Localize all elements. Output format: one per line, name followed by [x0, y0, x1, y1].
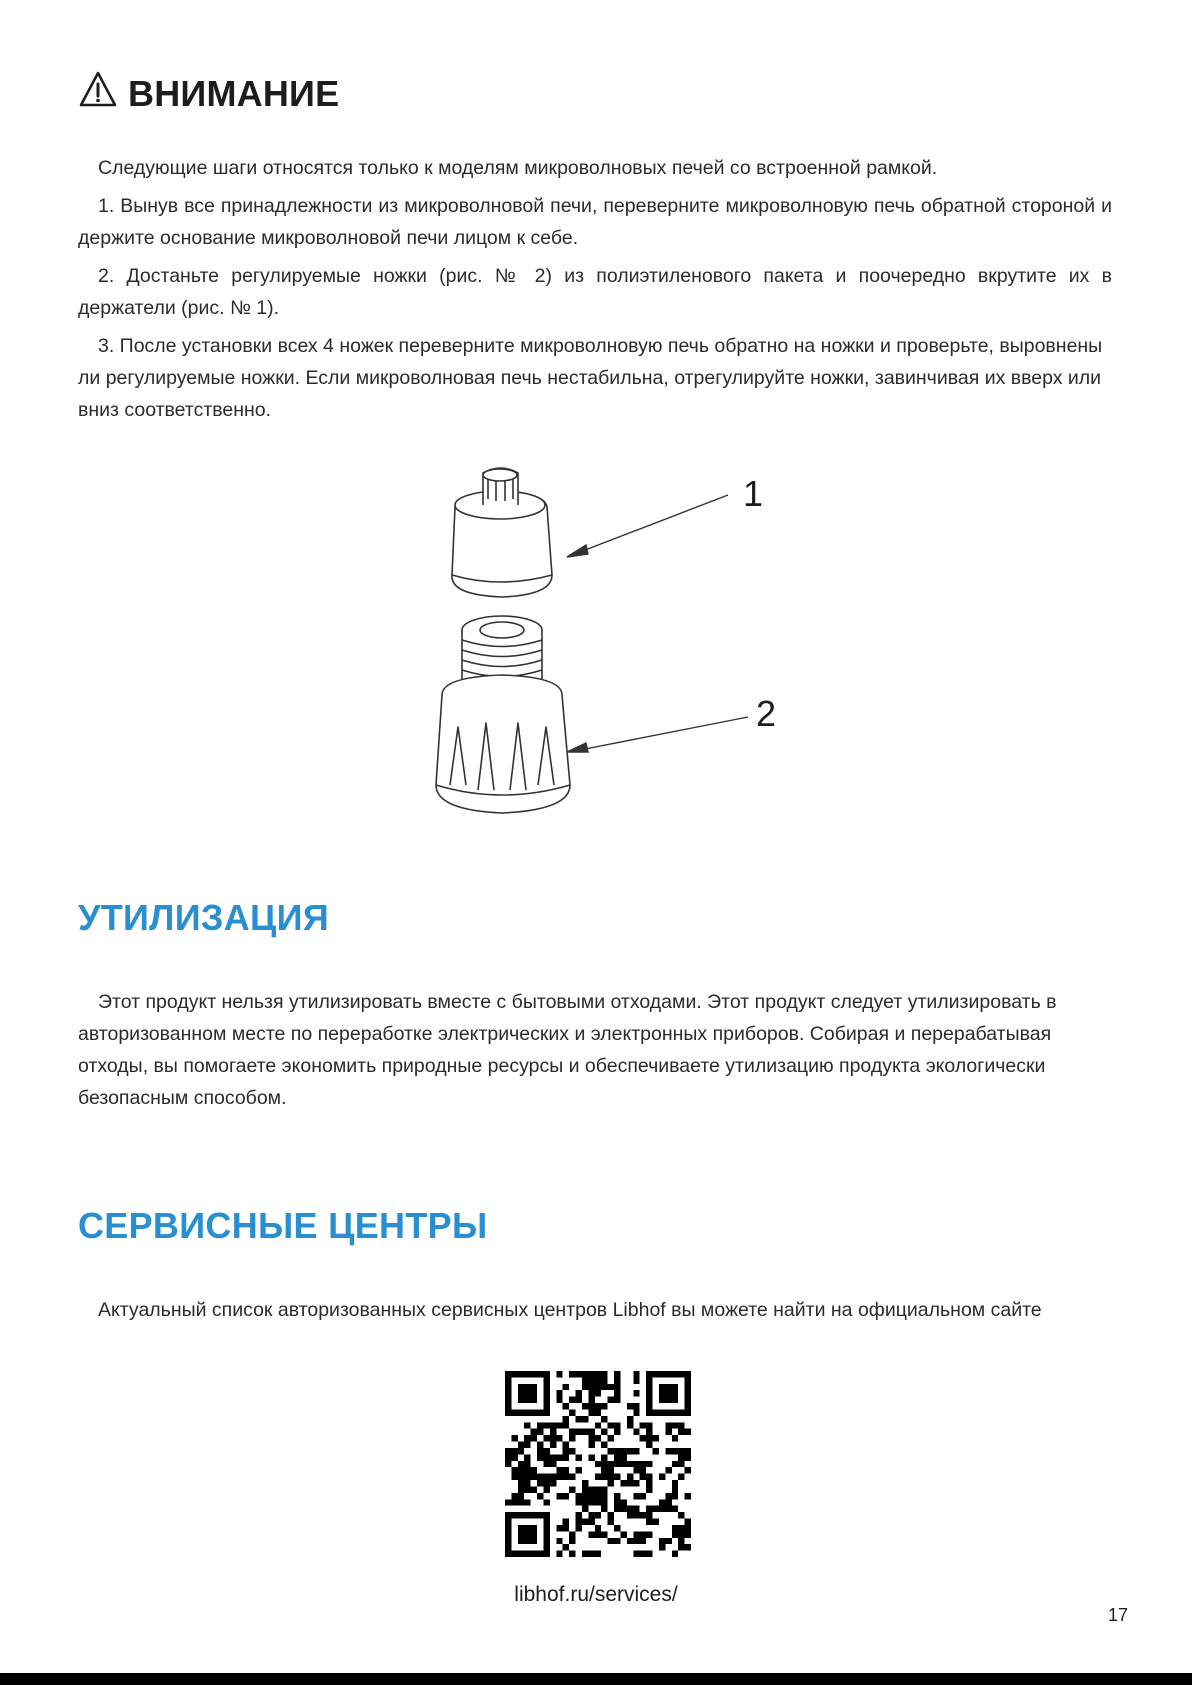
- warning-text: [78, 152, 1112, 432]
- disposal-text: [78, 986, 1112, 1120]
- page-number: 17: [1108, 1605, 1129, 1625]
- warning-intro: Следующие шаги относятся только к моделям микроволновых печей со встроенной рамкой.: [98, 157, 938, 179]
- disposal-heading: УТИЛИЗАЦИЯ: [78, 897, 329, 938]
- warning-step-2: 2. Достаньте регулируемые ножки (рис. № 2) из полиэтиленового пакета и поочередно вкрутите их в держатели (рис. № 1).: [78, 265, 1112, 319]
- disposal-paragraph: Этот продукт нельзя утилизировать вместе с бытовыми отходами. Этот продукт следует утилизировать в авторизованном месте по переработке электрических и электронных приборов. Собирая и перерабатывая отходы, вы помогаете экономить природные ресурсы и обеспечиваете утилизацию продукта экологически безопасным способом.: [78, 991, 1057, 1109]
- callout-2: 2: [756, 693, 777, 734]
- service-heading: СЕРВИСНЫЕ ЦЕНТРЫ: [78, 1205, 488, 1246]
- holder-illustration: [452, 468, 552, 597]
- warning-step-1: 1. Вынув все принадлежности из микроволновой печи, переверните микроволновую печь обратной стороной и держите основание микроволновой печи лицом к себе.: [78, 195, 1112, 249]
- service-url-link[interactable]: libhof.ru/services/: [514, 1583, 678, 1606]
- warning-step-3: 3. После установки всех 4 ножек переверните микроволновую печь обратно на ножки и проверьте, выровнены ли регулируемые ножки. Если микроволновая печь нестабильна, отрегулируйте ножки, завинчивая их вверх или вниз соответственно.: [78, 335, 1103, 421]
- service-paragraph: Актуальный список авторизованных сервисных центров Libhof вы можете найти на официальном сайте: [98, 1299, 1042, 1321]
- service-text: [78, 1294, 1112, 1332]
- qr-code[interactable]: [505, 1371, 691, 1557]
- adjustable-foot-illustration: [436, 616, 570, 813]
- warning-title: ВНИМАНИЕ: [128, 72, 340, 114]
- callout-1: 1: [743, 473, 764, 514]
- bottom-border: [0, 1673, 1192, 1685]
- warning-triangle-icon: [78, 70, 118, 117]
- foot-assembly-figure: [430, 455, 790, 840]
- warning-heading: [78, 70, 339, 117]
